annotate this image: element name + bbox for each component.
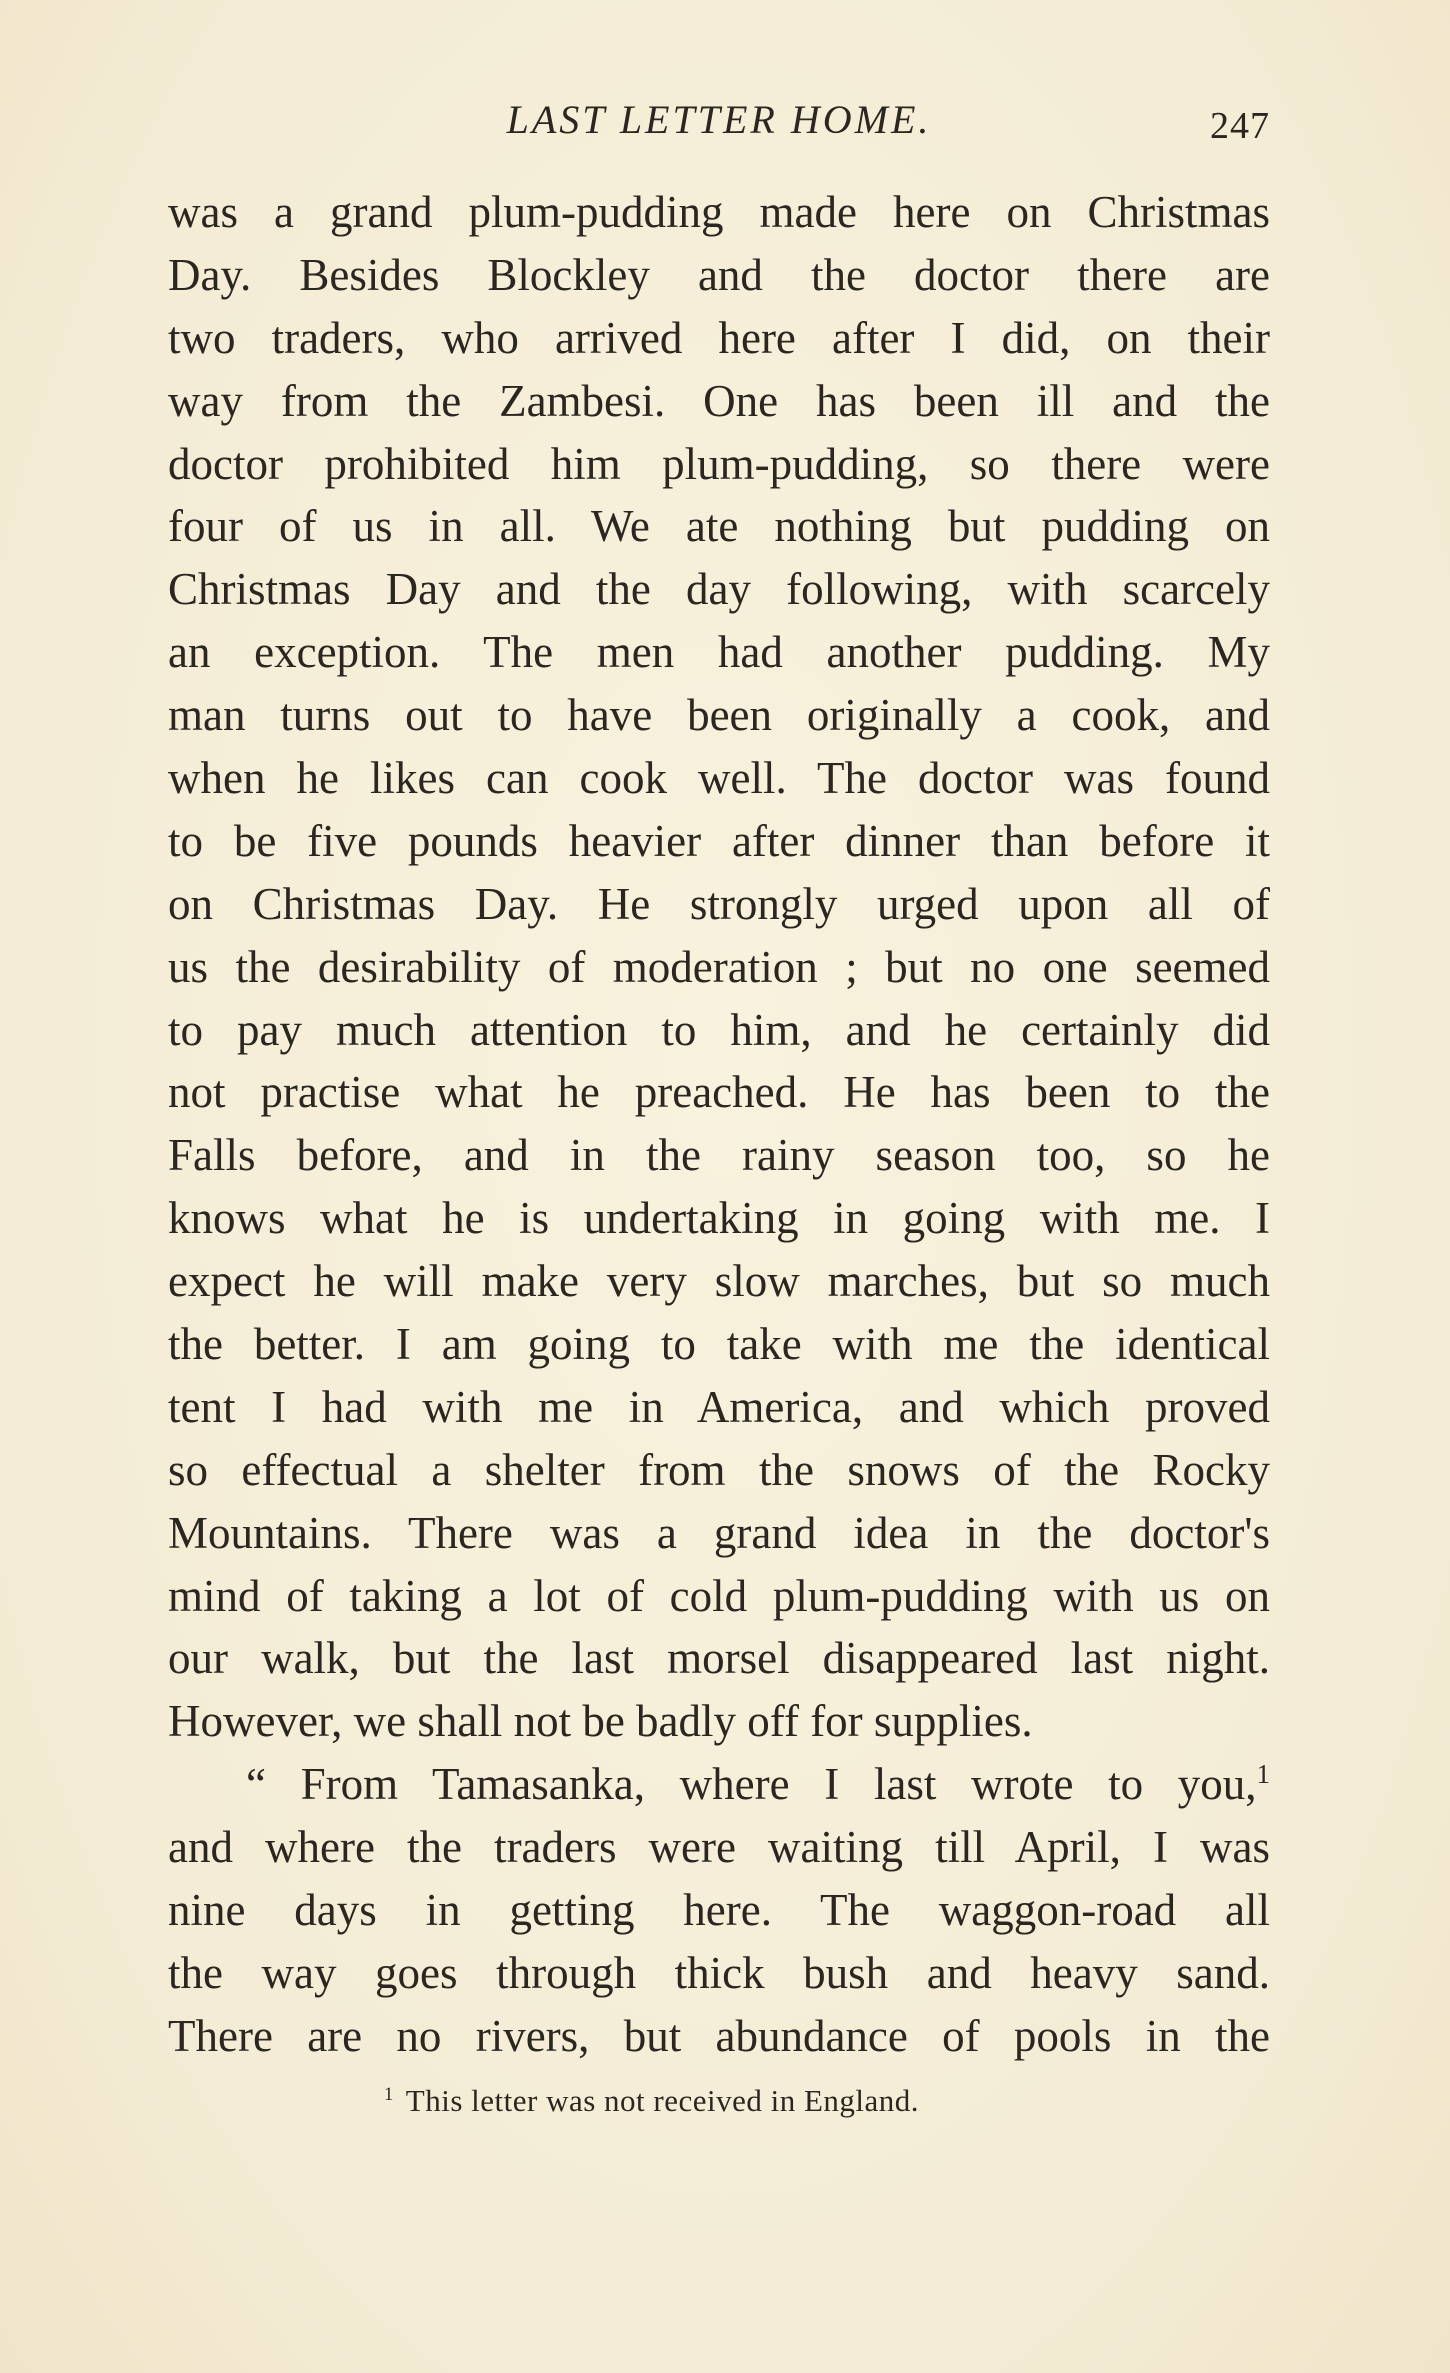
text-line: two traders, who arrived here after I did, on their xyxy=(168,312,1270,363)
text-line: Falls before, and in the rainy season too, so he xyxy=(168,1130,1270,1181)
text-line: nine days in getting here. The waggon-road all xyxy=(168,1885,1270,1936)
text-line: Day. Besides Blockley and the doctor there are xyxy=(168,249,1270,300)
text-line: man turns out to have been originally a cook, and xyxy=(168,690,1270,741)
paragraph-start-line xyxy=(168,1753,1270,1816)
text-line: our walk, but the last morsel disappeared last night. xyxy=(168,1633,1270,1684)
running-title: LAST LETTER HOME. xyxy=(506,97,932,142)
paragraph-end-line: However, we shall not be badly off for supplies. xyxy=(168,1696,1033,1747)
footnote-text: This letter was not received in England. xyxy=(405,2083,920,2118)
text-line: the better. I am going to take with me the identical xyxy=(168,1319,1270,1370)
text-line: an exception. The men had another pudding. My xyxy=(168,627,1270,678)
footnote-reference: 1 xyxy=(1256,1759,1270,1790)
page-number: 247 xyxy=(1210,105,1270,147)
text-line: Mountains. There was a grand idea in the doctor's xyxy=(168,1507,1270,1558)
text-line: was a grand plum-pudding made here on Christmas xyxy=(168,187,1270,237)
text-line: when he likes can cook well. The doctor was found xyxy=(168,753,1270,804)
text-line: not practise what he preached. He has been to the xyxy=(168,1067,1270,1118)
body-text xyxy=(168,181,1270,2068)
running-head xyxy=(168,92,1270,152)
text-line: to be five pounds heavier after dinner than before it xyxy=(168,815,1270,866)
text-line: four of us in all. We ate nothing but pudding on xyxy=(168,501,1270,552)
text-line: Christmas Day and the day following, with scarcely xyxy=(168,564,1270,615)
text-line: us the desirability of moderation ; but no one seemed xyxy=(168,941,1270,992)
text-line: There are no rivers, but abundance of pools in the xyxy=(168,2010,1270,2061)
text-line: doctor prohibited him plum-pudding, so there were xyxy=(168,438,1270,489)
text-line: on Christmas Day. He strongly urged upon all of xyxy=(168,878,1270,929)
text-line: mind of taking a lot of cold plum-pudding with us on xyxy=(168,1570,1270,1621)
text-line: knows what he is undertaking in going with me. I xyxy=(168,1193,1270,1244)
footnote-marker: 1 xyxy=(384,2083,394,2105)
text-line: to pay much attention to him, and he certainly did xyxy=(168,1004,1270,1055)
text-segment: “ From Tamasanka, where I last wrote to you, xyxy=(246,1759,1257,1810)
text-line: way from the Zambesi. One has been ill and the xyxy=(168,375,1270,426)
footnote xyxy=(384,2083,919,2119)
text-line: expect he will make very slow marches, but so much xyxy=(168,1256,1270,1307)
text-line: tent I had with me in America, and which proved xyxy=(168,1381,1270,1432)
text-line: so effectual a shelter from the snows of the Rocky xyxy=(168,1444,1270,1495)
text-line: and where the traders were waiting till April, I was xyxy=(168,1822,1270,1873)
text-line: the way goes through thick bush and heavy sand. xyxy=(168,1947,1270,1998)
